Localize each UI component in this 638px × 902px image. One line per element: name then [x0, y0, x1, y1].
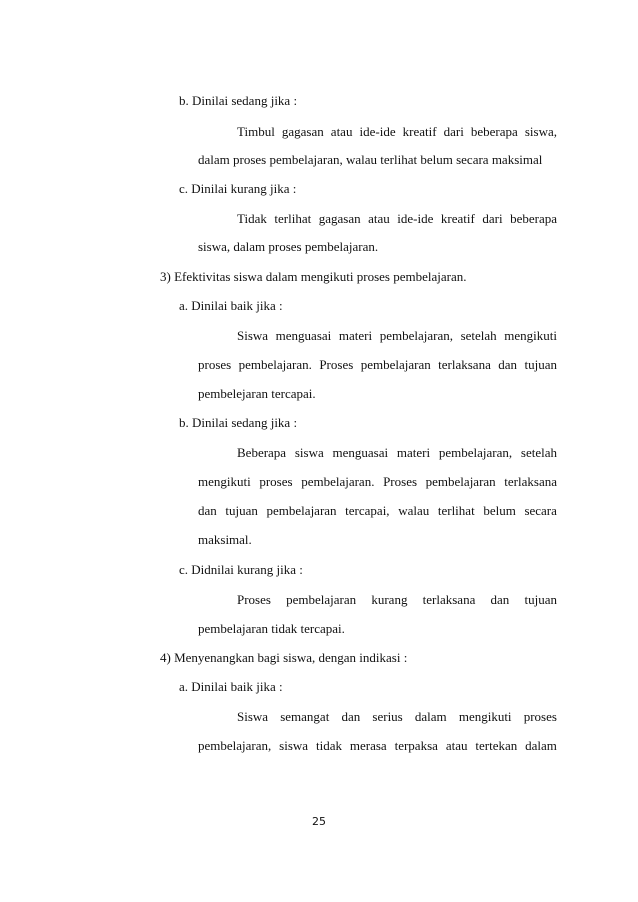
word: Beberapa: [237, 445, 287, 460]
word: gagasan: [318, 211, 361, 226]
word: secara: [524, 503, 557, 518]
word: semangat: [280, 709, 330, 724]
word: pembelajaran: [425, 474, 496, 489]
word: siswa,: [524, 124, 557, 139]
word: mengikuti: [458, 709, 512, 724]
section-4-heading: 4) Menyenangkan bagi siswa, dengan indikasi :: [160, 650, 408, 665]
word: belum: [483, 503, 516, 518]
item-b-heading: b. Dinilai sedang jika :: [179, 93, 298, 108]
word: terlaksana: [504, 474, 557, 489]
word: beberapa: [470, 124, 518, 139]
word: kreatif: [402, 124, 437, 139]
word: Proses: [319, 357, 354, 372]
word: Timbul: [237, 124, 275, 139]
word: walau: [398, 503, 430, 518]
word: proses: [259, 474, 293, 489]
section-3a-line-3: pembelejaran tercapai.: [198, 386, 316, 401]
word: Siswa: [237, 709, 269, 724]
word: dan: [198, 503, 217, 518]
word: tujuan: [524, 592, 557, 607]
word: Tidak: [237, 211, 267, 226]
word: tidak: [315, 738, 342, 753]
section-3b-line-4: maksimal.: [198, 532, 252, 547]
word: beberapa: [510, 211, 557, 226]
word: siswa: [294, 445, 324, 460]
section-4a-line-2: [198, 738, 557, 754]
item-c-line-2: siswa, dalam proses pembelajaran.: [198, 239, 379, 254]
word: pembelajaran: [360, 357, 431, 372]
section-3-heading: 3) Efektivitas siswa dalam mengikuti proses pembelajaran.: [160, 269, 467, 284]
word: proses: [198, 357, 232, 372]
word: ide-ide: [397, 211, 434, 226]
word: atau: [445, 738, 468, 753]
word: pembelajaran,: [379, 328, 453, 343]
word: terlihat: [437, 503, 475, 518]
word: Siswa: [237, 328, 269, 343]
word: kreatif: [440, 211, 475, 226]
section-3b-heading: b. Dinilai sedang jika :: [179, 415, 298, 430]
word: gagasan: [281, 124, 324, 139]
section-3a-line-2: [198, 357, 557, 373]
section-3a-line-1: [237, 328, 557, 344]
word: dan: [490, 592, 510, 607]
word: materi: [396, 445, 431, 460]
word: pembelajaran,: [438, 445, 513, 460]
word: menguasai: [332, 445, 389, 460]
word: ide-ide: [359, 124, 396, 139]
item-c-line-1: [237, 211, 557, 227]
word: tertekan: [475, 738, 518, 753]
section-3c-line-1: [237, 592, 557, 608]
word: kurang: [371, 592, 408, 607]
section-3c-heading: c. Didnilai kurang jika :: [179, 562, 303, 577]
word: terlaksana: [422, 592, 476, 607]
section-3b-line-3: [198, 503, 557, 519]
page-number: 25: [312, 815, 326, 828]
word: terlihat: [274, 211, 312, 226]
word: dan: [498, 357, 518, 372]
word: setelah: [520, 445, 557, 460]
word: menguasai: [275, 328, 332, 343]
word: siswa: [279, 738, 309, 753]
word: pembelajaran: [286, 592, 357, 607]
word: Proses: [383, 474, 418, 489]
word: dalam: [525, 738, 557, 753]
word: pembelajaran,: [198, 738, 272, 753]
word: merasa: [349, 738, 387, 753]
word: serius: [372, 709, 403, 724]
section-4a-heading: a. Dinilai baik jika :: [179, 679, 283, 694]
item-b-line-1: [237, 124, 557, 140]
word: mengikuti: [198, 474, 251, 489]
section-3b-line-1: [237, 445, 557, 461]
word: materi: [338, 328, 373, 343]
section-3b-line-2: [198, 474, 557, 490]
word: setelah: [460, 328, 497, 343]
word: atau: [368, 211, 390, 226]
section-4a-line-1: [237, 709, 557, 725]
section-3c-line-2: pembelajaran tidak tercapai.: [198, 621, 345, 636]
word: pembelajaran: [266, 503, 337, 518]
word: terpaksa: [394, 738, 438, 753]
word: atau: [330, 124, 353, 139]
word: dari: [443, 124, 464, 139]
word: tujuan: [225, 503, 258, 518]
word: dalam: [414, 709, 447, 724]
word: proses: [523, 709, 557, 724]
word: mengikuti: [504, 328, 557, 343]
word: pembelajaran.: [238, 357, 312, 372]
section-3a-heading: a. Dinilai baik jika :: [179, 298, 283, 313]
word: tercapai,: [345, 503, 390, 518]
item-c-heading: c. Dinilai kurang jika :: [179, 181, 297, 196]
word: pembelajaran.: [301, 474, 375, 489]
word: dari: [482, 211, 503, 226]
item-b-line-2: dalam proses pembelajaran, walau terlihat belum secara maksimal: [198, 152, 543, 167]
word: dan: [341, 709, 361, 724]
word: terlaksana: [438, 357, 491, 372]
word: Proses: [237, 592, 271, 607]
word: tujuan: [524, 357, 557, 372]
